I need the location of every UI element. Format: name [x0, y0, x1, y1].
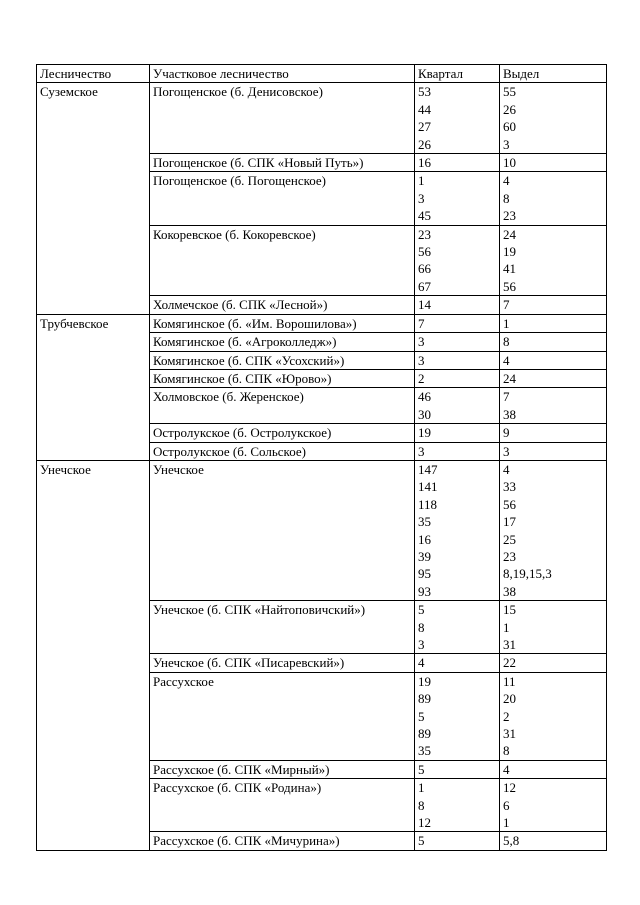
quarter-cell: [415, 779, 500, 832]
district-cell: Комягинское (б. «Им. Ворошилова»): [150, 314, 415, 332]
quarter-value: 93: [418, 583, 431, 599]
plot-value: 23: [503, 208, 516, 224]
plot-value: 56: [503, 278, 516, 294]
plot-value: 4: [503, 173, 510, 189]
quarter-value: 5: [418, 708, 425, 724]
plot-value: 26: [503, 101, 516, 117]
plot-cell: [500, 601, 607, 654]
plot-value: 12: [503, 780, 516, 796]
plot-value: 11: [503, 673, 516, 689]
quarter-cell: [415, 672, 500, 760]
district-cell: Рассухское: [150, 672, 415, 760]
plot-cell: [500, 296, 607, 314]
quarter-cell: [415, 424, 500, 442]
header-quarter: Квартал: [415, 65, 500, 83]
quarter-value: 35: [418, 514, 431, 530]
quarter-cell: [415, 460, 500, 600]
plot-cell: [500, 333, 607, 351]
plot-value: 3: [503, 443, 510, 459]
quarter-value: 56: [418, 244, 431, 260]
plot-value: 17: [503, 514, 516, 530]
quarter-value: 23: [418, 226, 431, 242]
quarter-cell: [415, 832, 500, 850]
quarter-value: 12: [418, 815, 431, 831]
quarter-cell: [415, 154, 500, 172]
quarter-value: 5: [418, 761, 425, 777]
plot-value: 31: [503, 726, 516, 742]
plot-cell: [500, 83, 607, 154]
quarter-value: 4: [418, 655, 425, 671]
header-district: Участковое лесничество: [150, 65, 415, 83]
district-cell: Холмовское (б. Жеренское): [150, 388, 415, 424]
plot-cell: [500, 172, 607, 225]
plot-value: 8: [503, 190, 510, 206]
plot-value: 56: [503, 496, 516, 512]
quarter-value: 19: [418, 425, 431, 441]
plot-value: 8: [503, 743, 510, 759]
quarter-value: 147: [418, 461, 438, 477]
district-cell: Рассухское (б. СПК «Мичурина»): [150, 832, 415, 850]
quarter-cell: [415, 83, 500, 154]
quarter-value: 39: [418, 548, 431, 564]
quarter-value: 5: [418, 602, 425, 618]
district-cell: Кокоревское (б. Кокоревское): [150, 225, 415, 296]
plot-value: 23: [503, 548, 516, 564]
quarter-value: 95: [418, 566, 431, 582]
plot-value: 9: [503, 425, 510, 441]
quarter-value: 66: [418, 261, 431, 277]
plot-cell: [500, 351, 607, 369]
plot-value: 7: [503, 297, 510, 313]
quarter-value: 26: [418, 136, 431, 152]
district-cell: Погощенское (б. СПК «Новый Путь»): [150, 154, 415, 172]
plot-value: 5,8: [503, 833, 520, 849]
quarter-value: 89: [418, 726, 431, 742]
district-cell: Унечское (б. СПК «Писаревский»): [150, 654, 415, 672]
header-row: [37, 65, 607, 83]
plot-value: 20: [503, 691, 516, 707]
plot-value: 3: [503, 136, 510, 152]
district-cell: Рассухское (б. СПК «Мирный»): [150, 760, 415, 778]
quarter-value: 53: [418, 84, 431, 100]
quarter-value: 141: [418, 479, 438, 495]
plot-value: 1: [503, 619, 510, 635]
plot-value: 4: [503, 352, 510, 368]
quarter-value: 1: [418, 780, 425, 796]
quarter-value: 1: [418, 173, 425, 189]
quarter-value: 7: [418, 315, 425, 331]
district-cell: Комягинское (б. СПК «Усохский»): [150, 351, 415, 369]
plot-cell: [500, 388, 607, 424]
quarter-cell: [415, 654, 500, 672]
district-cell: Комягинское (б. СПК «Юрово»): [150, 369, 415, 387]
quarter-value: 16: [418, 155, 431, 171]
district-cell: Погощенское (б. Погощенское): [150, 172, 415, 225]
plot-value: 1: [503, 315, 510, 331]
quarter-value: 45: [418, 208, 431, 224]
quarter-cell: [415, 314, 500, 332]
plot-value: 10: [503, 155, 516, 171]
forestry-cell: Унечское: [37, 460, 150, 850]
plot-cell: [500, 369, 607, 387]
district-cell: Унечское (б. СПК «Найтоповичский»): [150, 601, 415, 654]
plot-value: 2: [503, 708, 510, 724]
plot-cell: [500, 760, 607, 778]
quarter-cell: [415, 760, 500, 778]
plot-value: 1: [503, 815, 510, 831]
quarter-value: 118: [418, 496, 438, 512]
quarter-value: 5: [418, 833, 425, 849]
quarter-value: 2: [418, 370, 425, 386]
quarter-value: 3: [418, 334, 425, 350]
plot-cell: [500, 654, 607, 672]
quarter-cell: [415, 296, 500, 314]
quarter-cell: [415, 351, 500, 369]
plot-value: 31: [503, 637, 516, 652]
plot-value: 38: [503, 583, 516, 599]
quarter-cell: [415, 442, 500, 460]
district-cell: Унечское: [150, 460, 415, 600]
plot-value: 4: [503, 461, 510, 477]
plot-cell: [500, 314, 607, 332]
plot-value: 4: [503, 761, 510, 777]
quarter-value: 3: [418, 190, 425, 206]
header-forestry: Лесничество: [37, 65, 150, 83]
district-cell: Холмечское (б. СПК «Лесной»): [150, 296, 415, 314]
plot-value: 8: [503, 334, 510, 350]
plot-value: 24: [503, 370, 516, 386]
quarter-value: 44: [418, 101, 431, 117]
quarter-cell: [415, 333, 500, 351]
quarter-value: 8: [418, 797, 425, 813]
plot-value: 24: [503, 226, 516, 242]
quarter-value: 3: [418, 352, 425, 368]
quarter-value: 35: [418, 743, 431, 759]
quarter-value: 16: [418, 531, 431, 547]
plot-cell: [500, 779, 607, 832]
plot-cell: [500, 424, 607, 442]
plot-value: 22: [503, 655, 516, 671]
quarter-cell: [415, 225, 500, 296]
plot-value: 6: [503, 797, 510, 813]
quarter-value: 27: [418, 119, 431, 135]
forestry-cell: Суземское: [37, 83, 150, 314]
quarter-cell: [415, 388, 500, 424]
plot-cell: [500, 832, 607, 850]
table-row: [37, 460, 607, 600]
plot-cell: [500, 154, 607, 172]
plot-cell: [500, 442, 607, 460]
plot-value: 55: [503, 84, 516, 100]
plot-cell: [500, 672, 607, 760]
district-cell: Погощенское (б. Денисовское): [150, 83, 415, 154]
plot-value: 15: [503, 602, 516, 618]
district-cell: Рассухское (б. СПК «Родина»): [150, 779, 415, 832]
plot-cell: [500, 225, 607, 296]
plot-value: 41: [503, 261, 516, 277]
plot-value: 60: [503, 119, 516, 135]
table-row: [37, 83, 607, 154]
plot-cell: [500, 460, 607, 600]
quarter-value: 14: [418, 297, 431, 313]
quarter-cell: [415, 601, 500, 654]
district-cell: Остролукское (б. Остролукское): [150, 424, 415, 442]
forestry-cell: Трубчевское: [37, 314, 150, 460]
plot-value: 7: [503, 389, 510, 405]
quarter-value: 3: [418, 637, 425, 652]
plot-value: 19: [503, 244, 516, 260]
table-body: [37, 83, 607, 850]
header-plot: Выдел: [500, 65, 607, 83]
quarter-value: 3: [418, 443, 425, 459]
plot-value: 33: [503, 479, 516, 495]
forestry-table: [36, 64, 607, 851]
quarter-value: 30: [418, 406, 431, 422]
quarter-value: 89: [418, 691, 431, 707]
plot-value: 38: [503, 406, 516, 422]
quarter-cell: [415, 369, 500, 387]
quarter-value: 46: [418, 389, 431, 405]
table-row: [37, 314, 607, 332]
quarter-cell: [415, 172, 500, 225]
quarter-value: 8: [418, 619, 425, 635]
district-cell: Комягинское (б. «Агроколледж»): [150, 333, 415, 351]
plot-value: 8,19,15,3: [503, 566, 552, 582]
plot-value: 25: [503, 531, 516, 547]
quarter-value: 67: [418, 278, 431, 294]
district-cell: Остролукское (б. Сольское): [150, 442, 415, 460]
quarter-value: 19: [418, 673, 431, 689]
